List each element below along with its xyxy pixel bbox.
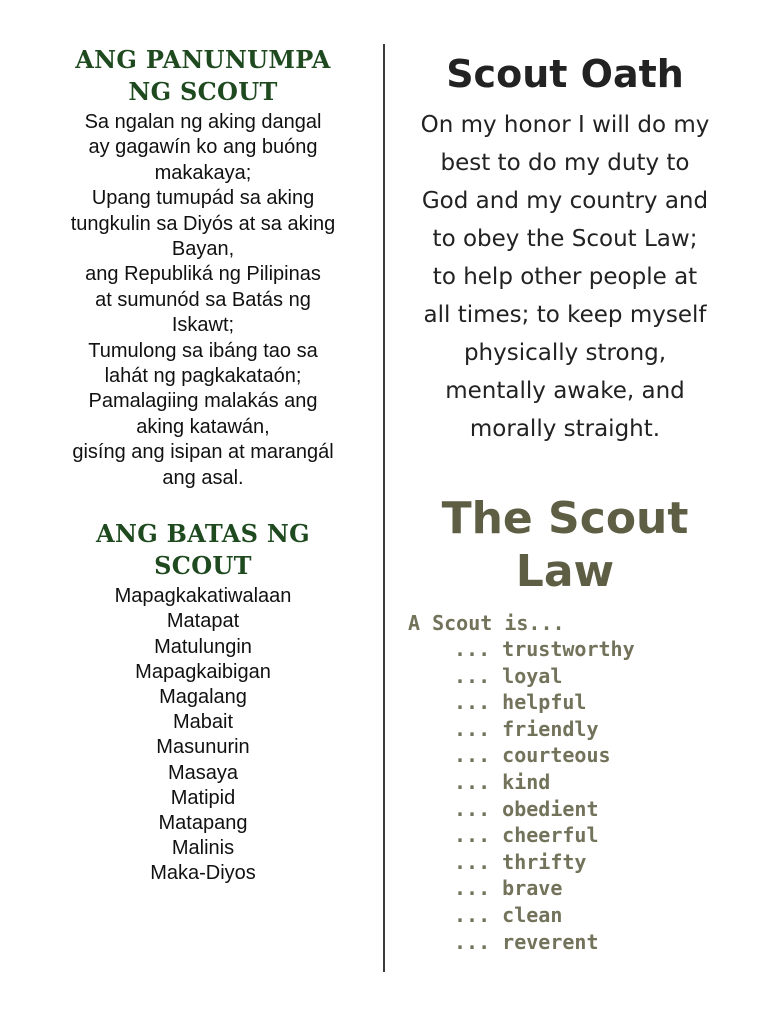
scout-oath-line: to obey the Scout Law; [432, 226, 698, 252]
scout-law-trait: ... brave [454, 876, 563, 901]
filipino-column [30, 44, 376, 887]
batas-item: Masunurin [156, 736, 250, 759]
batas-item: Malinis [171, 837, 235, 860]
panunumpa-line: at sumunód sa Batás ng [95, 288, 311, 311]
column-divider [383, 44, 385, 972]
scout-oath-line: physically strong, [463, 340, 667, 366]
scout-law-heading-line-1: The Scout [441, 493, 689, 544]
batas-item: Magalang [159, 685, 247, 708]
scout-oath-line: to help other people at [432, 264, 698, 290]
batas-item: Matipid [170, 786, 236, 809]
scout-law-trait: ... cheerful [454, 823, 599, 848]
batas-list [30, 584, 376, 886]
batas-item: Masaya [167, 761, 239, 784]
scout-law-traits [454, 636, 635, 955]
panunumpa-line: gisíng ang isipan at marangál [72, 441, 334, 464]
scout-law-trait: ... loyal [454, 663, 563, 688]
panunumpa-line: Sa ngalan ng aking dangal [84, 111, 322, 133]
panunumpa-line: Upang tumupád sa aking [91, 187, 315, 210]
english-column [392, 44, 738, 598]
panunumpa-heading-line-1: ANG PANUNUMPA [75, 45, 331, 74]
scout-oath-heading: Scout Oath [446, 52, 684, 96]
panunumpa-heading-line-2: NG SCOUT [128, 77, 278, 106]
scout-oath-line: all times; to keep myself [423, 302, 707, 328]
scout-law-trait: ... kind [454, 769, 551, 794]
batas-item: Matapat [166, 610, 240, 633]
batas-item: Maka-Diyos [150, 862, 256, 885]
panunumpa-line: aking katawán, [136, 415, 270, 438]
batas-item: Matapang [158, 811, 248, 834]
a-scout-is-label: A Scout is... [408, 611, 565, 635]
panunumpa-line: ang Republiká ng Pilipinas [85, 263, 321, 286]
scout-law-heading [392, 492, 738, 598]
scout-law-heading-line-2: Law [515, 546, 615, 597]
batas-heading [30, 518, 376, 582]
batas-item: Mabait [172, 711, 234, 734]
panunumpa-line: lahát ng pagkakataón; [104, 365, 302, 388]
panunumpa-heading [30, 44, 376, 108]
scout-oath-line: morally straight. [469, 416, 661, 442]
batas-heading-line-1: ANG BATAS NG [96, 519, 310, 549]
scout-law-trait: ... friendly [454, 716, 599, 741]
panunumpa-text [30, 110, 376, 491]
panunumpa-line: makakaya; [154, 161, 252, 184]
scout-law-trait: ... obedient [454, 796, 599, 821]
scout-law-trait: ... helpful [454, 690, 587, 715]
scout-law-trait: ... clean [454, 902, 563, 927]
panunumpa-line: tungkulin sa Diyós at sa aking [70, 212, 336, 235]
panunumpa-line: ay gagawín ko ang buóng [88, 136, 318, 159]
scout-oath-line: best to do my duty to [440, 150, 690, 176]
scout-law-trait: ... reverent [454, 929, 599, 954]
scout-oath-line: On my honor I will do my [420, 112, 710, 138]
panunumpa-line: ang asal. [162, 466, 244, 489]
panunumpa-line: Pamalagiing malakás ang [88, 390, 318, 413]
scout-oath-text [392, 106, 738, 448]
panunumpa-line: Tumulong sa ibáng tao sa [88, 339, 318, 362]
batas-heading-line-2: SCOUT [154, 551, 252, 581]
scout-oath-line: mentally awake, and [445, 378, 685, 404]
scout-law-trait: ... trustworthy [454, 637, 635, 661]
batas-item: Mapagkaibigan [135, 660, 271, 683]
batas-item: Matulungin [154, 635, 252, 658]
scout-law-trait: ... thrifty [454, 849, 587, 874]
panunumpa-line: Bayan, [171, 238, 235, 261]
scout-law-trait: ... courteous [454, 743, 611, 768]
panunumpa-line: Iskawt; [171, 314, 235, 337]
scout-oath-line: God and my country and [421, 188, 709, 214]
batas-item: Mapagkakatiwalaan [114, 585, 292, 608]
